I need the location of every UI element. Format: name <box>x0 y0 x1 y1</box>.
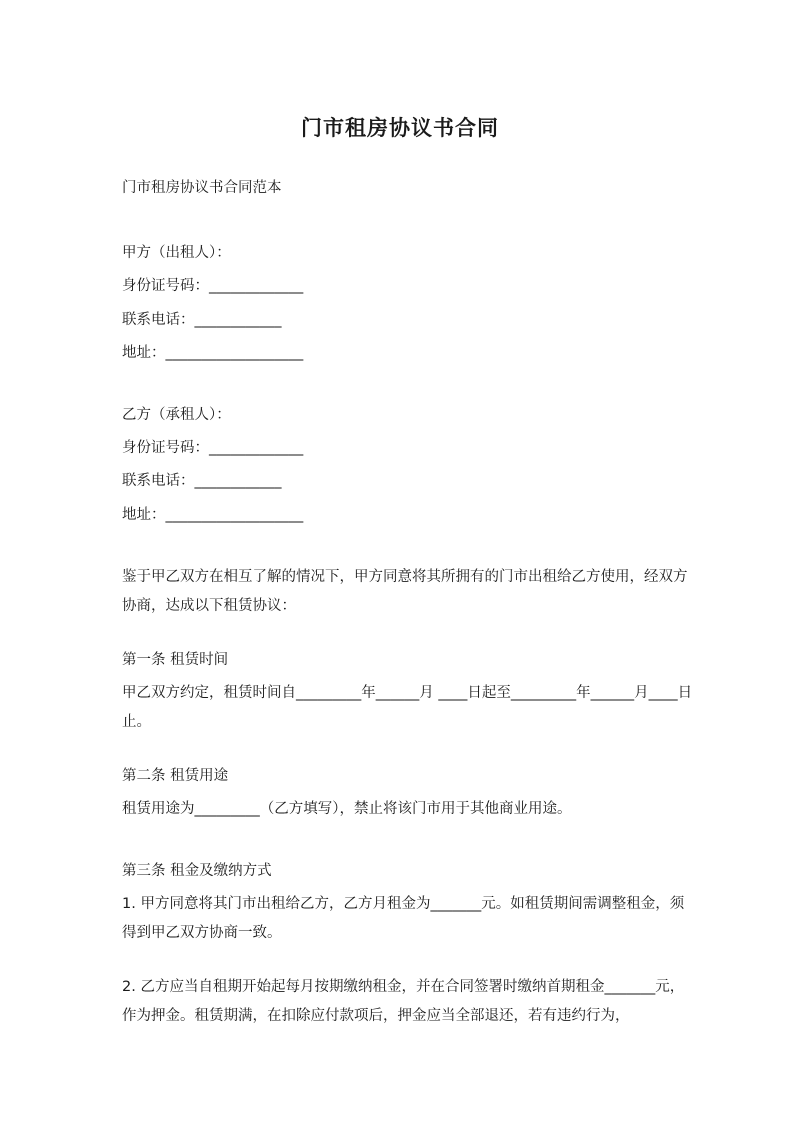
preamble-paragraph: 鉴于甲乙双方在相互了解的情况下，甲方同意将其所拥有的门市出租给乙方使用，经双方协商，达成以下租赁协议： <box>122 569 688 614</box>
party-a-heading: 甲方（出租人）： <box>122 245 231 261</box>
party-a-address-field: 地址：___________________ <box>122 345 304 361</box>
party-b-address-field: 地址：___________________ <box>122 507 304 523</box>
article-2-heading: 第二条 租赁用途 <box>122 768 229 784</box>
article-3-item-2: 2. 乙方应当自租期开始起每月按期缴纳租金，并在合同签署时缴纳首期租金_______元，作为押金。租赁期满，在扣除应付款项后，押金应当全部退还，若有违约行为， <box>122 979 685 1024</box>
party-b-id-field: 身份证号码：_____________ <box>122 440 304 456</box>
article-3-item-1: 1. 甲方同意将其门市出租给乙方，乙方月租金为_______元。如租赁期间需调整租金，须得到甲乙双方协商一致。 <box>122 896 685 941</box>
document-title: 门市租房协议书合同 <box>301 115 499 140</box>
party-a-phone-field: 联系电话：____________ <box>122 312 282 328</box>
document-subtitle: 门市租房协议书合同范本 <box>122 180 282 196</box>
article-2-text: 租赁用途为_________（乙方填写），禁止将该门市用于其他商业用途。 <box>122 801 572 817</box>
party-b-phone-field: 联系电话：____________ <box>122 473 282 489</box>
article-1-text: 甲乙双方约定，租赁时间自_________年______月 ____日起至_________年______月____日止。 <box>122 685 693 730</box>
party-a-id-field: 身份证号码：_____________ <box>122 278 304 294</box>
party-b-heading: 乙方（承租人）： <box>122 407 231 423</box>
article-1-heading: 第一条 租赁时间 <box>122 652 229 668</box>
article-3-heading: 第三条 租金及缴纳方式 <box>122 863 272 879</box>
